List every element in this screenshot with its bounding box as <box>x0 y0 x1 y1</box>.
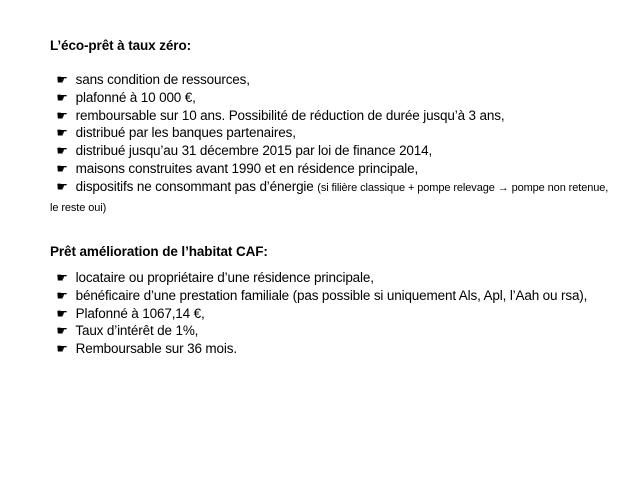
pointing-hand-icon: ☛ <box>56 89 68 105</box>
section-title-caf: Prêt amélioration de l’habitat CAF: <box>50 244 268 259</box>
list-item: ☛ Plafonné à 1067,14 €, <box>50 305 610 323</box>
list-item: ☛ remboursable sur 10 ans. Possibilité de réduction de durée jusqu’à 3 ans, <box>50 107 610 125</box>
pointing-hand-icon: ☛ <box>56 107 68 123</box>
pointing-hand-icon: ☛ <box>56 72 68 87</box>
pointing-hand-icon: ☛ <box>56 178 68 194</box>
list-item: ☛ bénéficaire d’une prestation familiale (pas possible si uniquement Als, Apl, l’Aah ou rsa), <box>50 287 610 305</box>
pointing-hand-icon: ☛ <box>56 341 68 357</box>
pointing-hand-icon: ☛ <box>56 160 68 176</box>
list-item: ☛ locataire ou propriétaire d’une résidence principale, <box>50 269 610 287</box>
pointing-hand-icon: ☛ <box>56 270 68 285</box>
pointing-hand-icon: ☛ <box>56 305 68 321</box>
bullet-list-eco-pret <box>50 71 610 217</box>
pointing-hand-icon: ☛ <box>56 287 68 303</box>
list-item: ☛ dispositifs ne consommant pas d’énergie (si filière classique + pompe relevage → pompe non retenue, le reste oui) <box>50 178 609 214</box>
list-item: ☛ sans condition de ressources, <box>50 71 610 89</box>
list-item: ☛ Taux d’intérêt de 1%, <box>50 322 610 340</box>
pointing-hand-icon: ☛ <box>56 143 68 159</box>
list-item: ☛ plafonné à 10 000 €, <box>50 89 610 107</box>
list-item: ☛ maisons construites avant 1990 et en résidence principale, <box>50 160 610 178</box>
pointing-hand-icon: ☛ <box>56 125 68 141</box>
list-item: ☛ distribué par les banques partenaires, <box>50 124 610 142</box>
section-title-eco-pret: L’éco-prêt à taux zéro: <box>50 38 191 53</box>
list-item: ☛ distribué jusqu’au 31 décembre 2015 par loi de finance 2014, <box>50 142 610 160</box>
list-item: ☛ Remboursable sur 36 mois. <box>50 340 610 358</box>
bullet-list-caf <box>50 269 610 358</box>
item-note: (si filière classique + pompe relevage → pompe non retenue, le reste oui) <box>50 181 609 214</box>
pointing-hand-icon: ☛ <box>56 323 68 339</box>
